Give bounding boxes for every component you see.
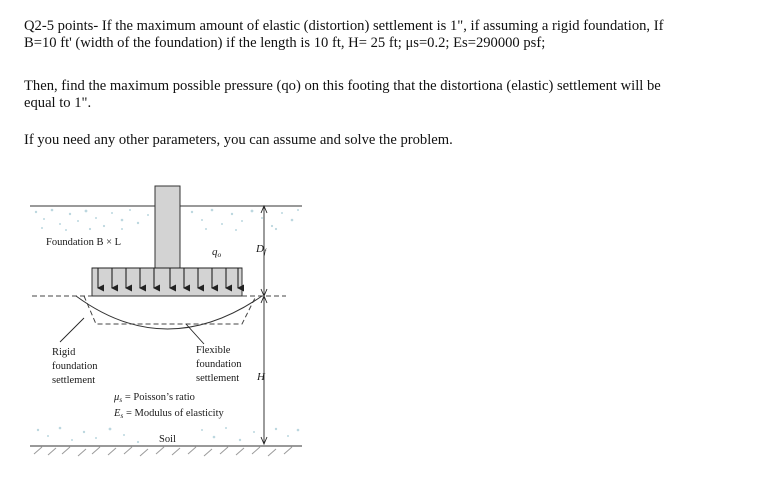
foundation-label: Foundation B × L (46, 237, 122, 248)
svg-text:settlement: settlement (52, 375, 96, 386)
rigid-settlement-label (52, 347, 98, 386)
settlement-diagram (26, 184, 316, 470)
svg-text:foundation: foundation (196, 359, 242, 370)
modulus-label: Es = Modulus of elasticity (114, 408, 224, 420)
svg-text:settlement: settlement (196, 373, 240, 384)
svg-text:Flexible: Flexible (196, 345, 231, 356)
svg-text:Rigid: Rigid (52, 347, 76, 358)
foundation-column (155, 186, 180, 268)
question-paragraph-3 (24, 132, 736, 149)
svg-text:foundation: foundation (52, 361, 98, 372)
q0-label: qo (212, 246, 222, 259)
poisson-ratio-label: μs = Poisson’s ratio (114, 392, 195, 404)
question-line-1: Q2-5 points- If the maximum amount of elastic (distortion) settlement is 1", if assuming a rigid foundation, If (24, 18, 664, 34)
flexible-settlement-label (196, 345, 242, 384)
question-line-3: Then, find the maximum possible pressure (qo) on this footing that the distortiona (elastic) settlement will be (24, 78, 661, 94)
h-dimension (261, 296, 267, 444)
footing (92, 268, 242, 296)
rock-layer (30, 446, 302, 456)
question-paragraph-2 (24, 78, 736, 112)
df-label: Df (256, 243, 267, 256)
question-paragraph-1 (24, 18, 736, 52)
question-line-5: If you need any other parameters, you can assume and solve the problem. (24, 132, 453, 148)
h-label: H (257, 371, 265, 383)
question-line-4: equal to 1". (24, 95, 92, 111)
rigid-settlement-line (84, 296, 256, 324)
question-line-2: B=10 ft' (width of the foundation) if the length is 10 ft, H= 25 ft; μs=0.2; Es=290000 psf; (24, 35, 546, 51)
soil-label: Soil (159, 434, 176, 445)
